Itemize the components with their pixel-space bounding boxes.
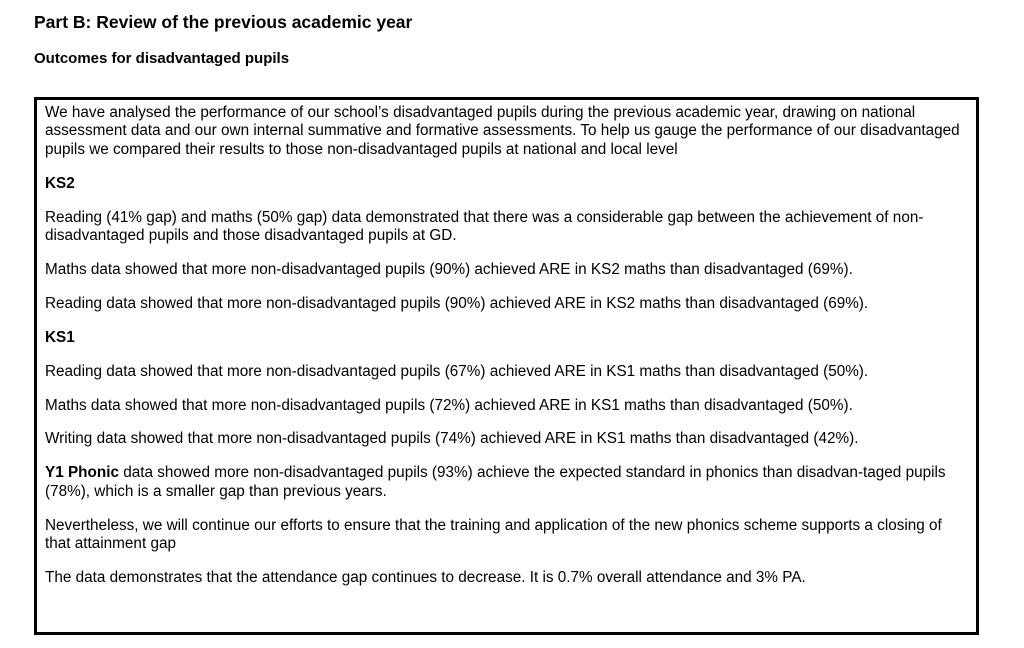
phonics-text: data showed more non-disadvantaged pupils (93%) achieve the expected standard in phonics than disadvan-taged pupils (78%), which is a smaller gap than previous years. xyxy=(45,464,946,500)
phonics-label: Y1 Phonic xyxy=(45,464,119,482)
ks2-heading: KS2 xyxy=(45,174,75,192)
review-box xyxy=(34,97,979,635)
intro-paragraph: We have analysed the performance of our school’s disadvantaged pupils during the previous academic year, drawing on national assessment data and our own internal summative and formative assessments. To help us gauge the performance of our disadvantaged pupils we compared their results to those non-disadvantaged pupils at national and local level xyxy=(45,104,960,158)
ks2-maths-paragraph: Maths data showed that more non-disadvantaged pupils (90%) achieved ARE in KS2 maths than disadvantaged (69%). xyxy=(45,260,853,278)
attendance-paragraph: The data demonstrates that the attendance gap continues to decrease. It is 0.7% overall attendance and 3% PA. xyxy=(45,569,806,586)
nevertheless-paragraph: Nevertheless, we will continue our efforts to ensure that the training and application of the new phonics scheme supports a closing of that attainment gap xyxy=(45,516,942,553)
part-title: Part B: Review of the previous academic year xyxy=(34,12,413,32)
ks1-writing-paragraph: Writing data showed that more non-disadvantaged pupils (74%) achieved ARE in KS1 maths than disadvantaged (42%). xyxy=(45,430,859,448)
phonics-paragraph xyxy=(45,464,966,501)
ks2-reading-paragraph: Reading data showed that more non-disadvantaged pupils (90%) achieved ARE in KS2 maths than disadvantaged (69%). xyxy=(45,294,869,312)
ks1-heading: KS1 xyxy=(45,328,75,346)
ks1-maths-paragraph: Maths data showed that more non-disadvantaged pupils (72%) achieved ARE in KS1 maths than disadvantaged (50%). xyxy=(45,396,853,414)
section-title: Outcomes for disadvantaged pupils xyxy=(34,50,290,67)
ks1-reading-paragraph: Reading data showed that more non-disadvantaged pupils (67%) achieved ARE in KS1 maths than disadvantaged (50%). xyxy=(45,362,869,380)
ks2-gap-paragraph: Reading (41% gap) and maths (50% gap) data demonstrated that there was a considerable gap between the achievement of non-disadvantaged pupils and those disadvantaged pupils at GD. xyxy=(45,208,924,245)
